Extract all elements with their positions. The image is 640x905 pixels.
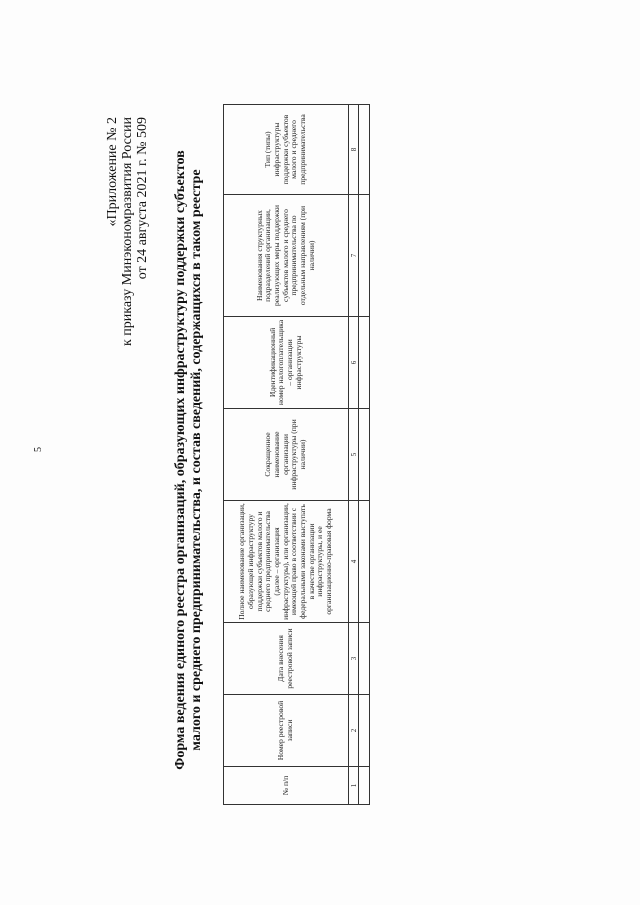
document-title xyxy=(173,105,205,815)
page-number: 5 xyxy=(33,447,44,452)
column-number: 1 xyxy=(349,767,359,805)
appendix-header xyxy=(105,117,150,346)
header-cell: № п/п xyxy=(224,767,349,805)
column-number: 4 xyxy=(349,501,359,623)
column-number: 7 xyxy=(349,195,359,317)
column-number: 3 xyxy=(349,623,359,695)
appendix-line-3: от 24 августа 2021 г. № 509 xyxy=(135,117,150,280)
header-cell: Номер реестровой записи xyxy=(224,695,349,767)
header-cell: Наименования структурных подразделений организации, реализующих меры поддержки субъектов малого и среднего предпринимательства по отдельным направлениям (при наличии) xyxy=(224,195,349,317)
header-cell: Сокращенное наименование организации инфраструктуры (при наличии) xyxy=(224,409,349,501)
rotated-content xyxy=(105,105,377,815)
title-line-2: малого и среднего предпринимательства, и состав сведений, содержащихся в таком реестре xyxy=(189,169,204,751)
column-number: 2 xyxy=(349,695,359,767)
header-cell: Дата внесения реестровой записи xyxy=(224,623,349,695)
empty-data-row xyxy=(359,105,370,805)
title-line-1: Форма ведения единого реестра организаций, образующих инфраструктуру поддержки субъектов xyxy=(173,150,188,770)
header-cell: Тип (типы) инфраструктуры поддержки субъектов малого и среднего предпринимательства xyxy=(224,105,349,195)
column-number: 6 xyxy=(349,317,359,409)
header-cell: Идентификационный номер налогоплательщика – организации инфраструктуры xyxy=(224,317,349,409)
column-number: 5 xyxy=(349,409,359,501)
table-header-row xyxy=(224,105,349,805)
column-number-row xyxy=(349,105,359,805)
appendix-line-1: «Приложение № 2 xyxy=(105,117,120,227)
appendix-line-2: к приказу Минэкономразвития России xyxy=(120,117,135,347)
registry-form-table xyxy=(223,104,370,805)
column-number: 8 xyxy=(349,105,359,195)
header-cell: Полное наименование организации, образующей инфраструктуру поддержки субъектов малого и среднего предпринимательства (далее – организация инфраструктуры), или организации, имеющей право в соответствии с федеральными законами выступать в качестве организации инфраструктуры, и ее организационно-правовая форма xyxy=(224,501,349,623)
